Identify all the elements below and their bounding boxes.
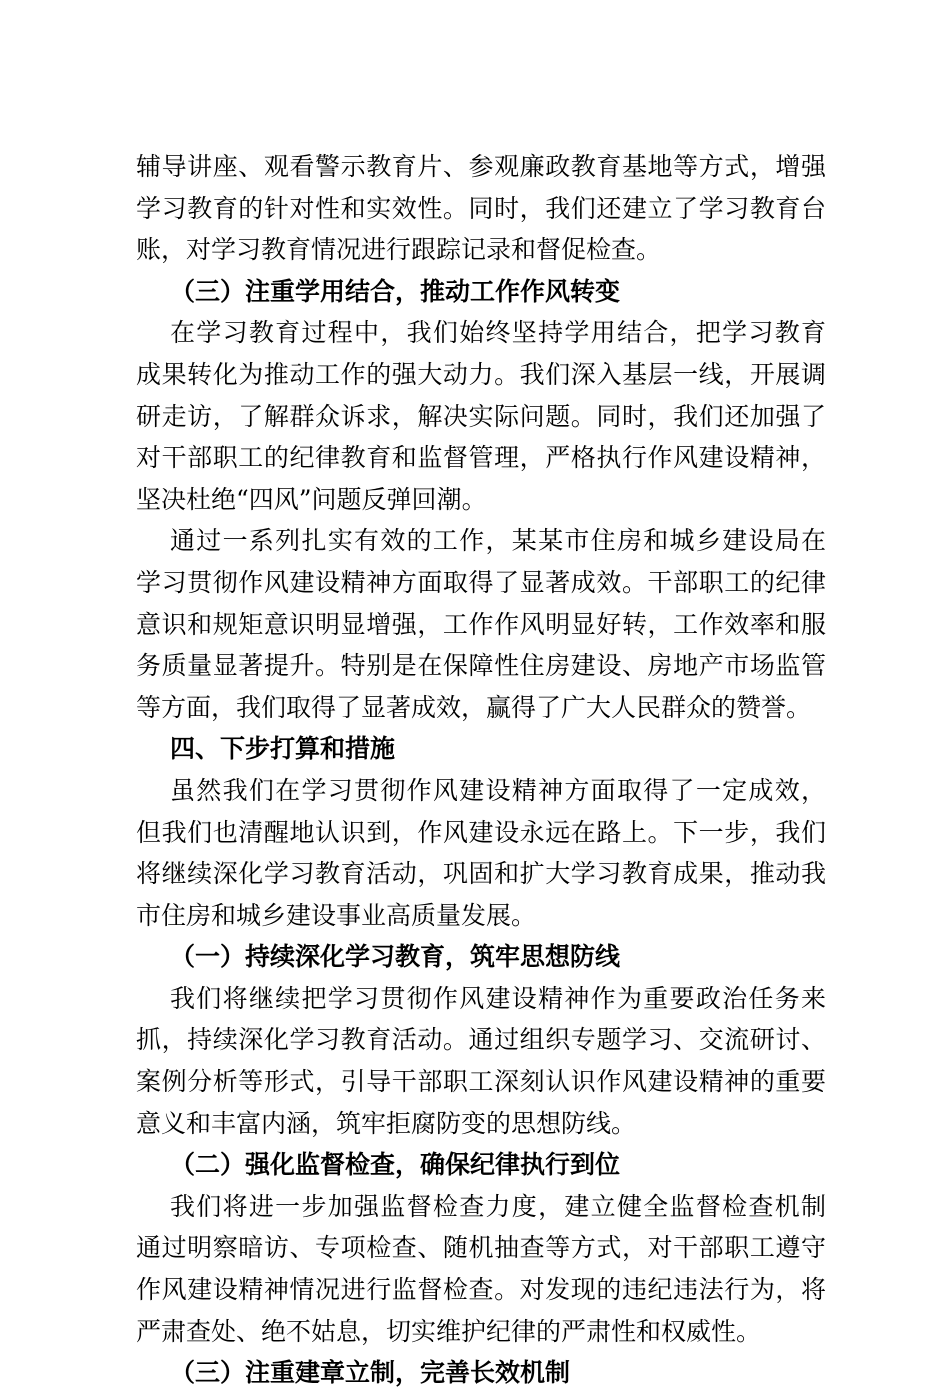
subheading-1-deepen-education: （一）持续深化学习教育，筑牢思想防线	[170, 942, 621, 972]
text-line: 学习教育的针对性和实效性。同时，我们还建立了学习教育台	[136, 193, 826, 223]
text-line: 通过一系列扎实有效的工作，某某市住房和城乡建设局在	[170, 526, 826, 556]
text-line: 辅导讲座、观看警示教育片、参观廉政教育基地等方式，增强	[136, 152, 826, 181]
text-line: 对干部职工的纪律教育和监督管理，严格执行作风建设精神，	[136, 443, 826, 473]
subheading-3-mechanisms: （三）注重建章立制，完善长效机制	[170, 1358, 571, 1388]
text-line: 坚决杜绝“四风”问题反弹回潮。	[136, 484, 487, 514]
text-line: 等方面，我们取得了显著成效，赢得了广大人民群众的赞誉。	[136, 692, 812, 722]
subheading-2-supervision: （二）强化监督检查，确保纪律执行到位	[170, 1150, 621, 1180]
document-body	[136, 146, 826, 1394]
text-line: 意义和丰富内涵，筑牢拒腐防变的思想防线。	[136, 1108, 637, 1138]
text-line: 账，对学习教育情况进行跟踪记录和督促检查。	[136, 235, 662, 265]
text-line: 学习贯彻作风建设精神方面取得了显著成效。干部职工的纪律	[136, 567, 826, 597]
section-heading-4: 四、下步打算和措施	[170, 734, 396, 764]
text-line: 案例分析等形式，引导干部职工深刻认识作风建设精神的重要	[136, 1067, 826, 1097]
text-line: 研走访，了解群众诉求，解决实际问题。同时，我们还加强了	[136, 401, 826, 431]
text-line: 将继续深化学习教育活动，巩固和扩大学习教育成果，推动我	[136, 859, 826, 889]
text-line: 成果转化为推动工作的强大动力。我们深入基层一线，开展调	[136, 359, 826, 389]
text-line: 抓，持续深化学习教育活动。通过组织专题学习、交流研讨、	[136, 1025, 826, 1055]
text-line: 意识和规矩意识明显增强，工作作风明显好转，工作效率和服	[136, 609, 826, 639]
text-line: 严肃查处、绝不姑息，切实维护纪律的严肃性和权威性。	[136, 1316, 762, 1346]
text-line: 通过明察暗访、专项检查、随机抽查等方式，对干部职工遵守	[136, 1233, 826, 1263]
text-line: 市住房和城乡建设事业高质量发展。	[136, 900, 537, 930]
text-line: 但我们也清醒地认识到，作风建设永远在路上。下一步，我们	[136, 817, 826, 847]
text-line: 务质量显著提升。特别是在保障性住房建设、房地产市场监管	[136, 651, 826, 681]
text-line: 作风建设精神情况进行监督检查。对发现的违纪违法行为，将	[136, 1275, 826, 1305]
text-line: 虽然我们在学习贯彻作风建设精神方面取得了一定成效，	[170, 775, 826, 805]
text-line: 我们将进一步加强监督检查力度，建立健全监督检查机制	[170, 1191, 826, 1221]
text-line: 我们将继续把学习贯彻作风建设精神作为重要政治任务来	[170, 983, 826, 1013]
subheading-3-learning-application: （三）注重学用结合，推动工作作风转变	[170, 276, 621, 306]
text-line: 在学习教育过程中，我们始终坚持学用结合，把学习教育	[170, 318, 826, 348]
